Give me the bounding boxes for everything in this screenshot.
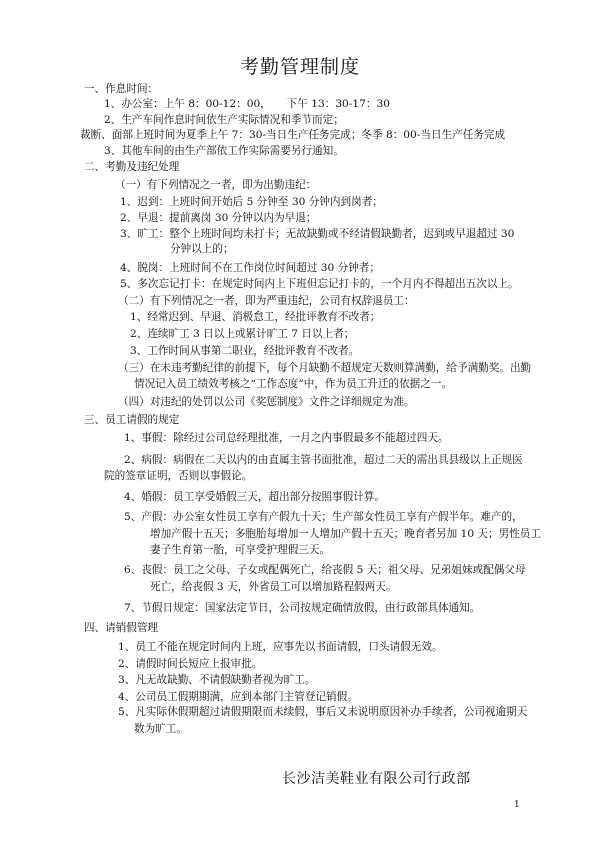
text-line: 3、其他车间的由生产部依工作实际需要另行通知。 bbox=[104, 144, 344, 157]
text-line: 情况记入员工绩效考核之“工作态度”中，作为员工升迁的依据之一。 bbox=[134, 377, 453, 390]
text-line: 2、生产车间作息时间依生产实际情况和季节而定； bbox=[104, 113, 344, 126]
text-line: 院的签章证明，否则以事假论。 bbox=[104, 470, 253, 483]
text-line: 2、请假时间长短应上报审批。 bbox=[118, 657, 263, 670]
text-line: 4、婚假：员工享受婚假三天，超出部分按照事假计算。 bbox=[124, 491, 385, 504]
text-line: 1、迟到：上班时间开始后 5 分钟至 30 分钟内到岗者； bbox=[120, 195, 383, 208]
section-heading: 四、请销假管理 bbox=[84, 621, 159, 634]
text-line: 4、公司员工假期期满，应到本部门主管登记销假。 bbox=[118, 690, 358, 703]
document-title: 考勤管理制度 bbox=[239, 56, 360, 78]
text-line: 3、旷工：整个上班时间均未打卡；无故缺勤或不经请假缺勤者，迟到或早退超过 30 bbox=[120, 227, 515, 240]
text-line: 2、早退：提前离岗 30 分钟以内为早退； bbox=[120, 212, 317, 224]
text-line: （四）对违纪的处罚以公司《奖惩制度》文件之详细规定为准。 bbox=[118, 396, 415, 408]
section-heading: 三、员工请假的规定 bbox=[84, 414, 180, 427]
section-heading: 一、作息时间： bbox=[84, 83, 159, 95]
text-line: 5、产假：办公室女性员工享有产假九十天；生产部女性员工享有产假半年。难产的， bbox=[124, 511, 523, 524]
text-line: 7、节假日规定：国家法定节日，公司按规定确情放假，由行政部具体通知。 bbox=[124, 601, 481, 614]
text-line: 2、病假：病假在二天以内的由直属主管书面批准，超过二天的需出具县级以上正规医 bbox=[124, 453, 523, 466]
text-line: 1、经常迟到、早退、消极怠工，经批评教育不改者； bbox=[130, 311, 381, 324]
text-line: 2、连续旷工 3 日以上或累计旷工 7 日以上者； bbox=[130, 328, 355, 340]
text-line: 3、凡无故缺勤、不请假缺勤者视为旷工。 bbox=[118, 674, 316, 687]
text-line: 1、事假：除经过公司总经理批准，一月之内事假最多不能超过四天。 bbox=[124, 431, 449, 444]
text-line: （一）有下列情况之一者，即为出勤违纪： bbox=[115, 178, 317, 191]
text-line: 增加产假十五天；多胞胎每增加一人增加产假十五天；晚育者另加 10 天；男性员工 bbox=[150, 527, 541, 540]
text-line: （三）在未违考勤纪律的前提下，每个月缺勤不超规定天数则算满勤，给予满勤奖。出勤 bbox=[118, 362, 532, 374]
issuer-signature: 长沙洁美鞋业有限公司行政部 bbox=[282, 771, 471, 787]
text-line: 5、多次忘记打卡：在规定时间内上下班但忘记打卡的，一个月内不得超出五次以上。 bbox=[120, 278, 519, 291]
text-line: 裁断、面部上班时间为夏季上午 7：30-当日生产任务完成；冬季 8：00-当日生产任务完成 bbox=[80, 129, 506, 142]
text-line: 死亡，给丧假 3 天，外省员工可以增加路程假两天。 bbox=[150, 580, 397, 593]
text-line: 数为旷工。 bbox=[134, 723, 187, 735]
text-line: 4、脱岗：上班时间不在工作岗位时间超过 30 分钟者； bbox=[120, 261, 381, 274]
text-line: 分钟以上的； bbox=[170, 243, 234, 256]
text-line: 6、丧假：员工之父母、子女或配偶死亡，给丧假 5 天；祖父母、兄弟姐妹或配偶父母 bbox=[124, 564, 526, 577]
text-line: 3、工作时间从事第二职业，经批评教育不改者。 bbox=[130, 344, 360, 357]
text-line: 1、员工不能在规定时间内上班，应事先以书面请假，口头请假无效。 bbox=[118, 641, 443, 653]
section-heading: 二、考勤及违纪处理 bbox=[84, 160, 180, 173]
text-line: 5、凡实际休假期超过请假期限而未续假，事后又未说明原因补办手续者，公司视逾期天 bbox=[118, 706, 528, 719]
text-line: （二）有下列情况之一者，即为严重违纪，公司有权辞退员工： bbox=[118, 294, 415, 307]
page-number: 1 bbox=[514, 800, 520, 810]
text-line: 妻子生育第一胎，可享受护理假三天。 bbox=[150, 544, 331, 557]
text-line: 1、办公室：上午 8：00-12：00， 下午 13：30-17：30 bbox=[104, 97, 390, 110]
